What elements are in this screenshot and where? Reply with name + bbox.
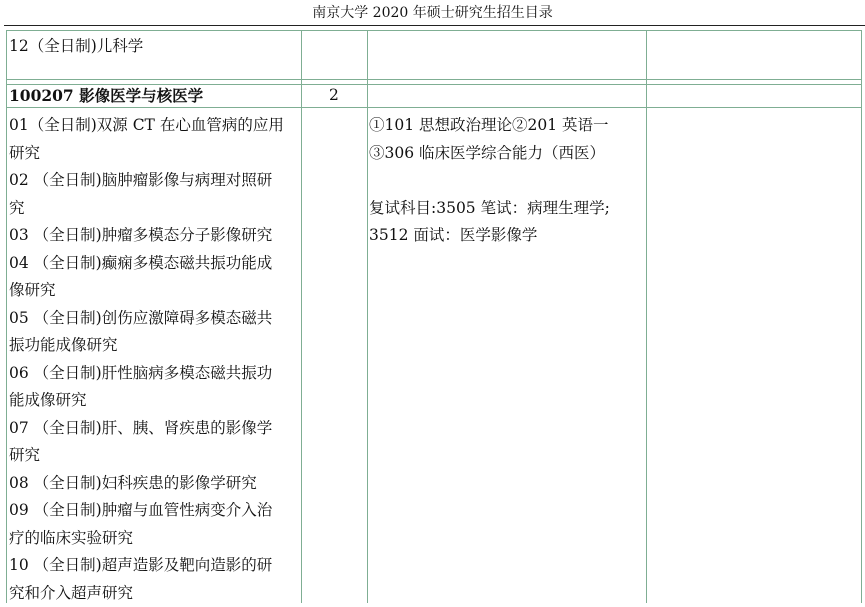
table-border-top [6, 30, 862, 31]
col-divider [367, 30, 368, 603]
row-divider [6, 79, 862, 80]
header-rule [4, 25, 865, 26]
retest-subjects-line: 复试科目:3505 笔试：病理生理学; [369, 195, 610, 223]
direction-line: 疗的临床实验研究 [9, 525, 133, 553]
direction-line: 07 （全日制)肝、胰、肾疾患的影像学 [9, 415, 272, 443]
col-border-left [6, 30, 7, 603]
direction-line: 究 [9, 195, 25, 223]
direction-line: 像研究 [9, 277, 56, 305]
col-divider [646, 30, 647, 603]
direction-line: 振功能成像研究 [9, 332, 118, 360]
exam-subjects-line: ③306 临床医学综合能力（西医） [369, 140, 605, 168]
direction-cell-prev: 12（全日制)儿科学 [9, 33, 143, 61]
direction-line: 09 （全日制)肿瘤与血管性病变介入治 [9, 497, 272, 525]
direction-line: 01（全日制)双源 CT 在心血管病的应用 [9, 112, 284, 140]
col-border-right [861, 30, 862, 603]
direction-line: 能成像研究 [9, 387, 87, 415]
direction-line: 究和介入超声研究 [9, 580, 133, 607]
direction-line: 10 （全日制)超声造影及靶向造影的研 [9, 552, 272, 580]
direction-line: 02 （全日制)脑肿瘤影像与病理对照研 [9, 167, 272, 195]
col-divider [301, 30, 302, 603]
direction-line: 04 （全日制)癫痫多模态磁共振功能成 [9, 250, 272, 278]
major-code-name: 100207 影像医学与核医学 [9, 82, 203, 110]
direction-line: 05 （全日制)创伤应激障碍多模态磁共 [9, 305, 272, 333]
direction-line: 研究 [9, 140, 40, 168]
retest-subjects-line: 3512 面试：医学影像学 [369, 222, 537, 250]
direction-line: 08 （全日制)妇科疾患的影像学研究 [9, 470, 257, 498]
major-quota: 2 [329, 82, 339, 110]
page-header: 南京大学 2020 年硕士研究生招生目录 [0, 0, 865, 26]
direction-line: 研究 [9, 442, 40, 470]
direction-line: 03 （全日制)肿瘤多模态分子影像研究 [9, 222, 272, 250]
exam-subjects-line: ①101 思想政治理论②201 英语一 [369, 112, 609, 140]
direction-line: 06 （全日制)肝性脑病多模态磁共振功 [9, 360, 272, 388]
